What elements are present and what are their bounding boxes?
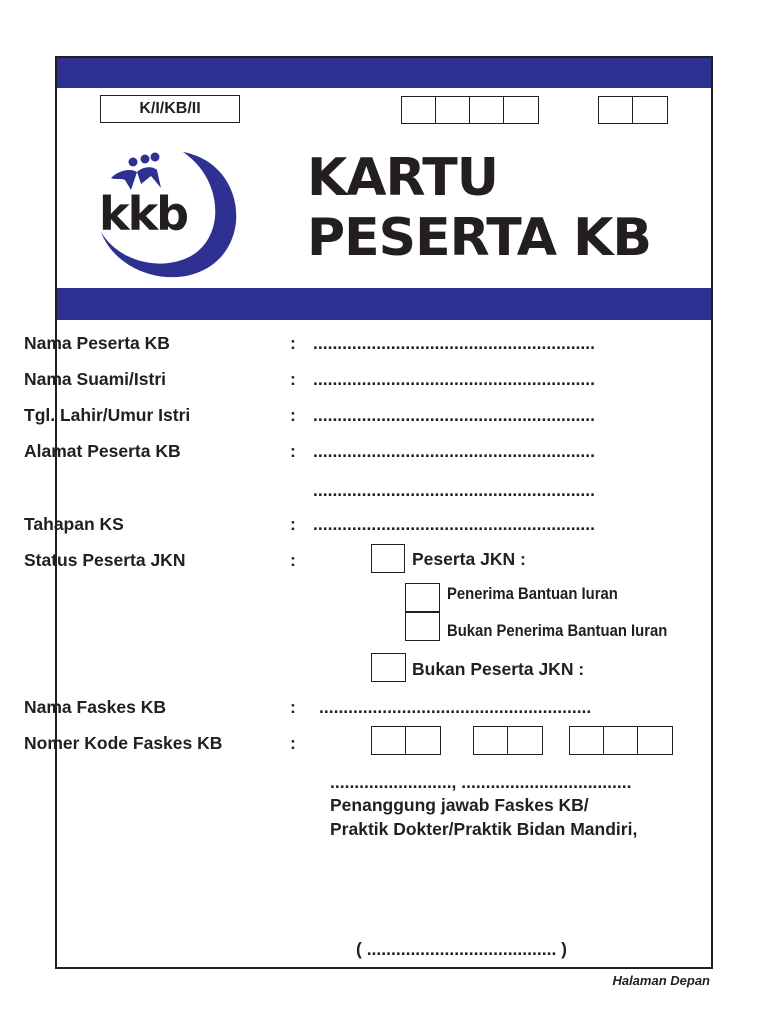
code-box[interactable] — [372, 727, 406, 754]
peserta-jkn-checkbox[interactable] — [371, 544, 405, 573]
field-colon: : — [290, 514, 296, 534]
top-blue-band — [57, 58, 711, 88]
bukan-peserta-jkn-label: Bukan Peserta JKN : — [412, 659, 585, 679]
middle-blue-band — [57, 288, 711, 320]
field-label: Nomer Kode Faskes KB — [24, 733, 223, 753]
field-input-line[interactable]: .......................................................... — [313, 480, 595, 500]
code-box[interactable] — [508, 727, 542, 754]
signature-name-line[interactable]: ( ....................................... ) — [356, 939, 567, 959]
number-box[interactable] — [402, 97, 436, 123]
field-input-line[interactable]: .......................................................... — [313, 333, 595, 353]
code-box[interactable] — [406, 727, 440, 754]
field-label: Nama Peserta KB — [24, 333, 170, 353]
signature-title-line-2: Praktik Dokter/Praktik Bidan Mandiri, — [330, 819, 638, 839]
field-label: Alamat Peserta KB — [24, 441, 181, 461]
non-pbi-checkbox[interactable] — [405, 612, 440, 641]
page-footer-label: Halaman Depan — [612, 973, 710, 988]
pbi-checkbox[interactable] — [405, 583, 440, 612]
title-line-2: PESERTA KB — [307, 208, 652, 268]
title-line-1: KARTU — [307, 148, 498, 208]
field-label: Nama Faskes KB — [24, 697, 167, 717]
field-colon: : — [290, 733, 296, 753]
faskes-code-boxes-2[interactable] — [473, 726, 543, 755]
logo-text: kkb — [99, 187, 188, 241]
faskes-code-boxes-1[interactable] — [371, 726, 441, 755]
field-colon: : — [290, 697, 296, 717]
kkb-logo — [91, 144, 241, 284]
number-box[interactable] — [436, 97, 470, 123]
field-input-line[interactable]: ........................................................ — [319, 697, 592, 717]
field-label: Tgl. Lahir/Umur Istri — [24, 405, 191, 425]
number-box[interactable] — [599, 97, 633, 123]
field-colon: : — [290, 441, 296, 461]
field-colon: : — [290, 405, 296, 425]
signature-title-line-1: Penanggung jawab Faskes KB/ — [330, 795, 589, 815]
form-code: K/I/KB/II — [100, 95, 240, 123]
field-colon: : — [290, 369, 296, 389]
field-input-line[interactable]: .......................................................... — [313, 405, 595, 425]
place-date-line[interactable]: ........................., ................................... — [330, 772, 632, 792]
field-label: Tahapan KS — [24, 514, 124, 534]
code-box[interactable] — [604, 727, 638, 754]
pbi-label: Penerima Bantuan Iuran — [447, 585, 618, 603]
field-colon: : — [290, 550, 296, 570]
code-box[interactable] — [474, 727, 508, 754]
field-input-line[interactable]: .......................................................... — [313, 514, 595, 534]
number-boxes-2[interactable] — [598, 96, 668, 124]
field-label: Status Peserta JKN — [24, 550, 186, 570]
peserta-jkn-label: Peserta JKN : — [412, 549, 526, 569]
code-box[interactable] — [638, 727, 672, 754]
field-input-line[interactable]: .......................................................... — [313, 441, 595, 461]
number-box[interactable] — [504, 97, 538, 123]
non-pbi-label: Bukan Penerima Bantuan Iuran — [447, 622, 668, 640]
field-input-line[interactable]: .......................................................... — [313, 369, 595, 389]
field-colon: : — [290, 333, 296, 353]
bukan-peserta-jkn-checkbox[interactable] — [371, 653, 406, 682]
code-box[interactable] — [570, 727, 604, 754]
card-title — [307, 148, 651, 268]
number-boxes-4[interactable] — [401, 96, 539, 124]
number-box[interactable] — [470, 97, 504, 123]
field-label: Nama Suami/Istri — [24, 369, 166, 389]
number-box[interactable] — [633, 97, 667, 123]
faskes-code-boxes-3[interactable] — [569, 726, 673, 755]
